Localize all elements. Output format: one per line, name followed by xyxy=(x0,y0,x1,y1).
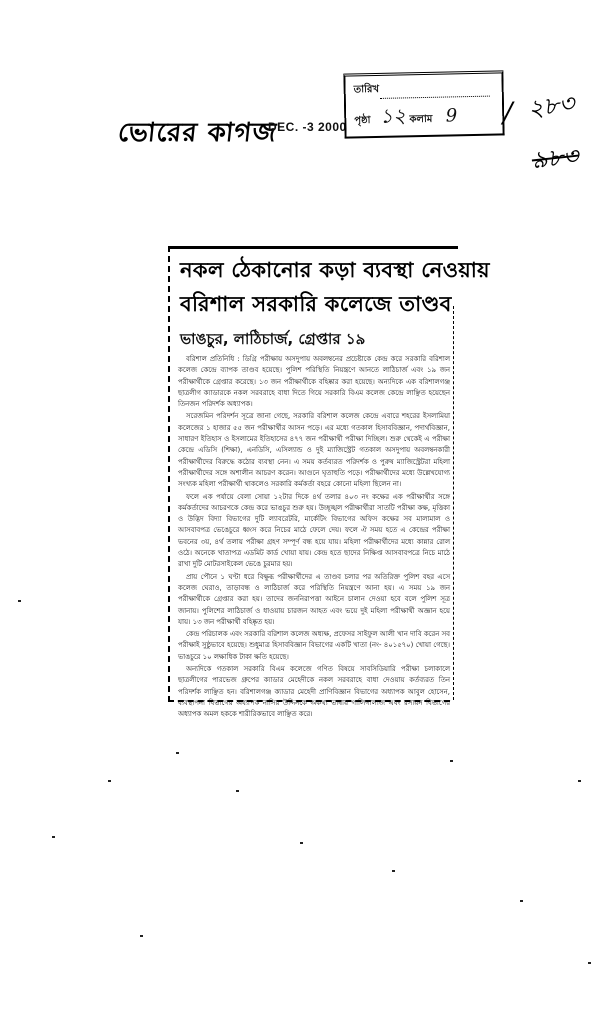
article-paragraph: অন্যদিকে গতকাল সরকারি বিএম কলেজে গণিত বিষয়ে সাবসিডিয়ারি পরীক্ষা চলাকালে ছাত্রলীগের পারভেজ গ্রুপের ক্যাডার মেহেদীকে নকল সরবরাহে বাধা দেওয়ায় কর্তব্যরত তিন পরিদর্শক লাঞ্ছিত হন। বরিশালগঞ্জ ক্যাডার মেহেদী প্রাণিবিজ্ঞান বিভাগের অধ্যাপক আবুল হোসেন, ব্যবস্থাপনা বিভাগের অধ্যাপক নাসির উদ্দিনকে অকথ্য ভাষায় গালিগালাজ এবং রসায়ন বিভাগের অধ্যাপক অমল হককে শারীরিকভাবে লাঞ্ছিত করে। xyxy=(178,665,450,719)
handwritten-slash: / xyxy=(503,96,513,129)
clipping-right-edge xyxy=(453,306,454,700)
clipping-top-rule xyxy=(168,246,458,249)
headline-line-2: বরিশাল সরকারি কলেজে তাণ্ডব xyxy=(180,292,452,316)
scan-speck xyxy=(52,836,55,838)
publication-date: DEC. -3 2000 xyxy=(268,120,347,134)
clipping-left-edge xyxy=(168,246,170,702)
scan-speck xyxy=(588,962,591,964)
newspaper-masthead: ভোরের কাগজ xyxy=(116,118,279,148)
scan-speck xyxy=(18,600,21,602)
stamp-column-value: 9 xyxy=(445,105,458,127)
scan-speck xyxy=(392,870,395,872)
scan-speck xyxy=(176,752,179,754)
stamp-date-row xyxy=(354,82,380,100)
scan-speck xyxy=(520,900,523,902)
stamp-date-label: তারিখ xyxy=(353,83,380,96)
stamp-page-row xyxy=(354,100,458,135)
archive-stamp xyxy=(343,70,504,138)
scan-speck xyxy=(140,935,143,937)
stamp-page-value: ১২ xyxy=(379,103,407,128)
subheadline: ভাঙচুর, লাঠিচার্জ, গ্রেপ্তার ১৯ xyxy=(180,330,366,348)
article-paragraph: ফলে এক পর্যায়ে বেলা সোয়া ১২টার দিকে ৪র্থ তলার ৪০৩ নং কক্ষের এক পরীক্ষার্থীর সঙ্গে কর্মকর্তাদের আচরণকে কেন্দ্র করে ভাঙচুর শুরু হয়। উচ্ছৃঙ্খল পরীক্ষার্থীরা সাতটি পরীক্ষা কক্ষ, মৃত্তিকা ও উদ্ভিদ বিদ্যা বিভাগের দুটি ল্যাবরেটরি, মার্কেটিং বিভাগের অফিস কক্ষের সব মালামাল ও আসবাবপত্র ভেঙেচুরে ধ্বংস করে নিচের মাঠে ফেলে দেয়। ফলে ঐ সময় হতে এ কেন্দ্রের পরীক্ষা ভবনের ৩য়, ৪র্থ তলায় পরীক্ষা গ্রহণ সম্পূর্ণ বন্ধ হয়ে যায়। মহিলা পরীক্ষার্থীদের মধ্যে কান্নার রোল ওঠে। অনেকে খাতাপত্র এডমিট কার্ড খোয়া যায়। কেন্দ্র হতে ছাদের নিক্ষিপ্ত আসবাবপত্রে নিচে মাঠে রাখা দুটি মোটরসাইকেল ভেঙে চুরমার হয়। xyxy=(178,492,450,569)
scan-speck xyxy=(108,780,111,782)
scan-speck xyxy=(300,842,303,844)
article-paragraph: কেন্দ্র পরিচালক এবং সরকারি বরিশাল কলেজ অধ্যক্ষ, প্রফেসর সাইফুল আলী খান দাবি করেন সব পরীক্ষাই সুষ্ঠুভাবে হয়েছে। শুধুমাত্র হিসাববিজ্ঞান বিভাগের একটি খাতা (নং- ৪০১৫৭০) খোয়া গেছে। ভাঙচুরে ১০ লক্ষাধিক টাকা ক্ষতি হয়েছে। xyxy=(178,630,450,661)
handwritten-number-crossed: ৯৮৩ xyxy=(530,141,580,175)
scan-speck xyxy=(450,760,453,762)
scan-speck xyxy=(236,790,239,792)
stamp-column-label: কলাম xyxy=(409,113,433,126)
stamp-page-label: পৃষ্ঠা xyxy=(354,115,371,127)
article-clipping xyxy=(168,246,490,719)
scan-speck xyxy=(578,780,581,782)
article-paragraph: বরিশাল প্রতিনিধি : ডিগ্রি পরীক্ষায় অসদুপায় অবলম্বনের প্রচেষ্টাকে কেন্দ্র করে সরকারি বরিশাল কলেজ কেন্দ্রে ব্যাপক তাণ্ডব হয়েছে। পুলিশ পরিস্থিতি নিয়ন্ত্রণে আনতে লাঠিচার্জ এবং ১৯ জন পরীক্ষার্থীকে গ্রেপ্তার করেছে। ১৩ জন পরীক্ষার্থীকে বহিষ্কার করা হয়েছে। অন্যদিকে এক বরিশালগঞ্জ ছাত্রলীগ ক্যাডারকে নকল সরবরাহে বাধা দিতে গিয়ে সরকারি বিএম কলেজ কেন্দ্রে লাঞ্ছিত হয়েছেন তিনজন পরিদর্শক অধ্যাপক। xyxy=(178,355,450,409)
article-paragraph: প্রায় পৌনে ১ ঘণ্টা ধরে বিক্ষুব্ধ পরীক্ষার্থীদের এ তাণ্ডব চলার পর অতিরিক্ত পুলিশ বহর এসে কলেজ ঘেরাও, তাড়াবন্ধ ও লাঠিচার্জ করে পরিস্থিতি নিয়ন্ত্রণে আনা হয়। এ সময় ১৯ জন পরীক্ষার্থীকে গ্রেপ্তার করা হয়। তাদের জননিরাপত্তা আইনে চালান দেওয়া হবে বলে পুলিশ সূত্র জানায়। পুলিশের লাঠিচার্জ ও ধাওয়ায় চারজন আহত এবং ভয়ে দুই মহিলা পরীক্ষার্থী অজ্ঞান হয়ে যায়। ১৩ জন পরীক্ষার্থী বহিষ্কৃত হয়। xyxy=(178,572,450,626)
headline-line-1: নকল ঠেকানোর কড়া ব্যবস্থা নেওয়ায় xyxy=(180,258,490,282)
article-paragraph: সরেজমিন পরিদর্শন সূত্রে জানা গেছে, সরকারি বরিশাল কলেজ কেন্দ্রে এবারে শহরের ইসলামিয়া কলেজের ১ হাজার ৫৫ জন পরীক্ষার্থীর আসন পড়ে। এর মধ্যে গতকাল হিসাববিজ্ঞান, পদার্থবিজ্ঞান, সাধারণ ইতিহাস ও ইসলামের ইতিহাসের ৪৭৭ জন পরীক্ষার্থী পরীক্ষা দিচ্ছিল। শুরু থেকেই এ পরীক্ষা কেন্দ্রে এডিসি (শিক্ষা), এনডিসি, এসিল্যান্ড ও দুই ম্যাজিস্ট্রেট গতকাল অসদুপায় অবলম্বনকারী পরীক্ষার্থীদের বিরুদ্ধে কঠোর ব্যবস্থা নেন। এ সময় কর্তব্যরত পরিদর্শক ও পুরুষ ম্যাজিস্ট্রেটরা মহিলা পরীক্ষার্থীদের সঙ্গে অশালীন আচরণ করেন। আগুনে ঘৃতাহুতি পড়ে। পরীক্ষার্থীদের মধ্যে উল্লেখযোগ্য সংখ্যক মহিলা পরীক্ষার্থী থাকলেও সরকারি কর্মকর্তা বহরে কোনো মহিলা ছিলেন না। xyxy=(178,412,450,489)
handwritten-number-top: ২৮৩ xyxy=(526,88,577,124)
stamp-divider xyxy=(380,96,490,99)
article-body xyxy=(178,354,450,719)
